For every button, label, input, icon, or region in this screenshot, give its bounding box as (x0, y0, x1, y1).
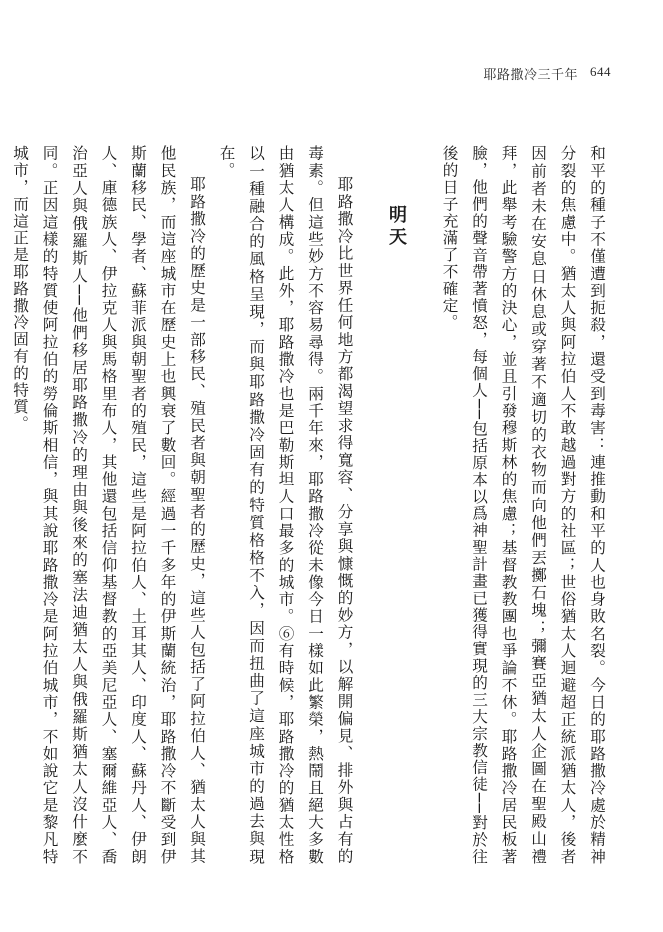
page-body (11, 145, 611, 865)
body-paragraph: 耶路撒冷的歷史是一部移民、殖民者與朝聖者的歷史，這些人包括了阿拉伯人、猶太人與其他民族，而這座城市在歷史上也興衰了數回。經過一千多年的伊斯蘭統治，耶路撒冷不斷受到伊斯蘭移民、學者、蘇菲派與朝聖者的殖民，這些是阿拉伯人、土耳其人、印度人、蘇丹人、伊朗人、庫德族人、伊拉克人與馬格里布人，其他還包括信仰基督教的亞美尼亞人、塞爾維亞人、喬治亞人與俄羅斯人──他們移居耶路撒冷的理由與後來的塞法迪猶太人與俄羅斯猶太人沒什麼不同。正因這樣的特質使阿拉伯的勞倫斯相信，與其說耶路撒冷是阿拉伯城市，不如說它是黎凡特城市，而這正是耶路撒冷固有的特質。 (11, 145, 206, 865)
intro-paragraph: 和平的種子不僅遭到扼殺，還受到毒害：連推動和平的人也身敗名裂。今日的耶路撒冷處於精神分裂的焦慮中。猶太人與阿拉伯人不敢越過對方的社區；世俗猶太人迴避超正統派猶太人，後者因前者未在安息日休息或穿著不適切的衣物而向他們丟擲石塊；彌賽亞猶太人企圖在聖殿山禮拜，此舉考驗警方的決心，並且引發穆斯林的焦慮；基督教教團也爭論不休。耶路撒冷居民板著臉，他們的聲音帶著憤怒，每個人──包括原本以爲神聖計畫已獲得實現的三大宗教信徒──對於往後的日子充滿了不確定。 (440, 145, 606, 865)
book-title: 耶路撒冷三千年 (483, 68, 578, 83)
body-paragraph: 耶路撒冷比世界任何地方都渴望求得寬容、分享與慷慨的妙方，以解開偏見、排外與占有的毒素。但這些妙方不容易尋得。兩千年來，耶路撒冷從未像今日一樣如此繁榮，熱鬧且絕大多數由猶太人構成。此外，耶路撒冷也是巴勒斯坦人口最多的城市。⑥有時候，耶路撒冷的猶太性格以一種融合的風格呈現，而與耶路撒冷固有的特質格格不入，因而扭曲了這座城市的過去與現在。 (217, 145, 354, 865)
running-header (483, 64, 611, 83)
body-paragraph (0, 145, 5, 865)
page-number: 644 (590, 64, 611, 79)
section-heading: 明天 (386, 205, 407, 249)
